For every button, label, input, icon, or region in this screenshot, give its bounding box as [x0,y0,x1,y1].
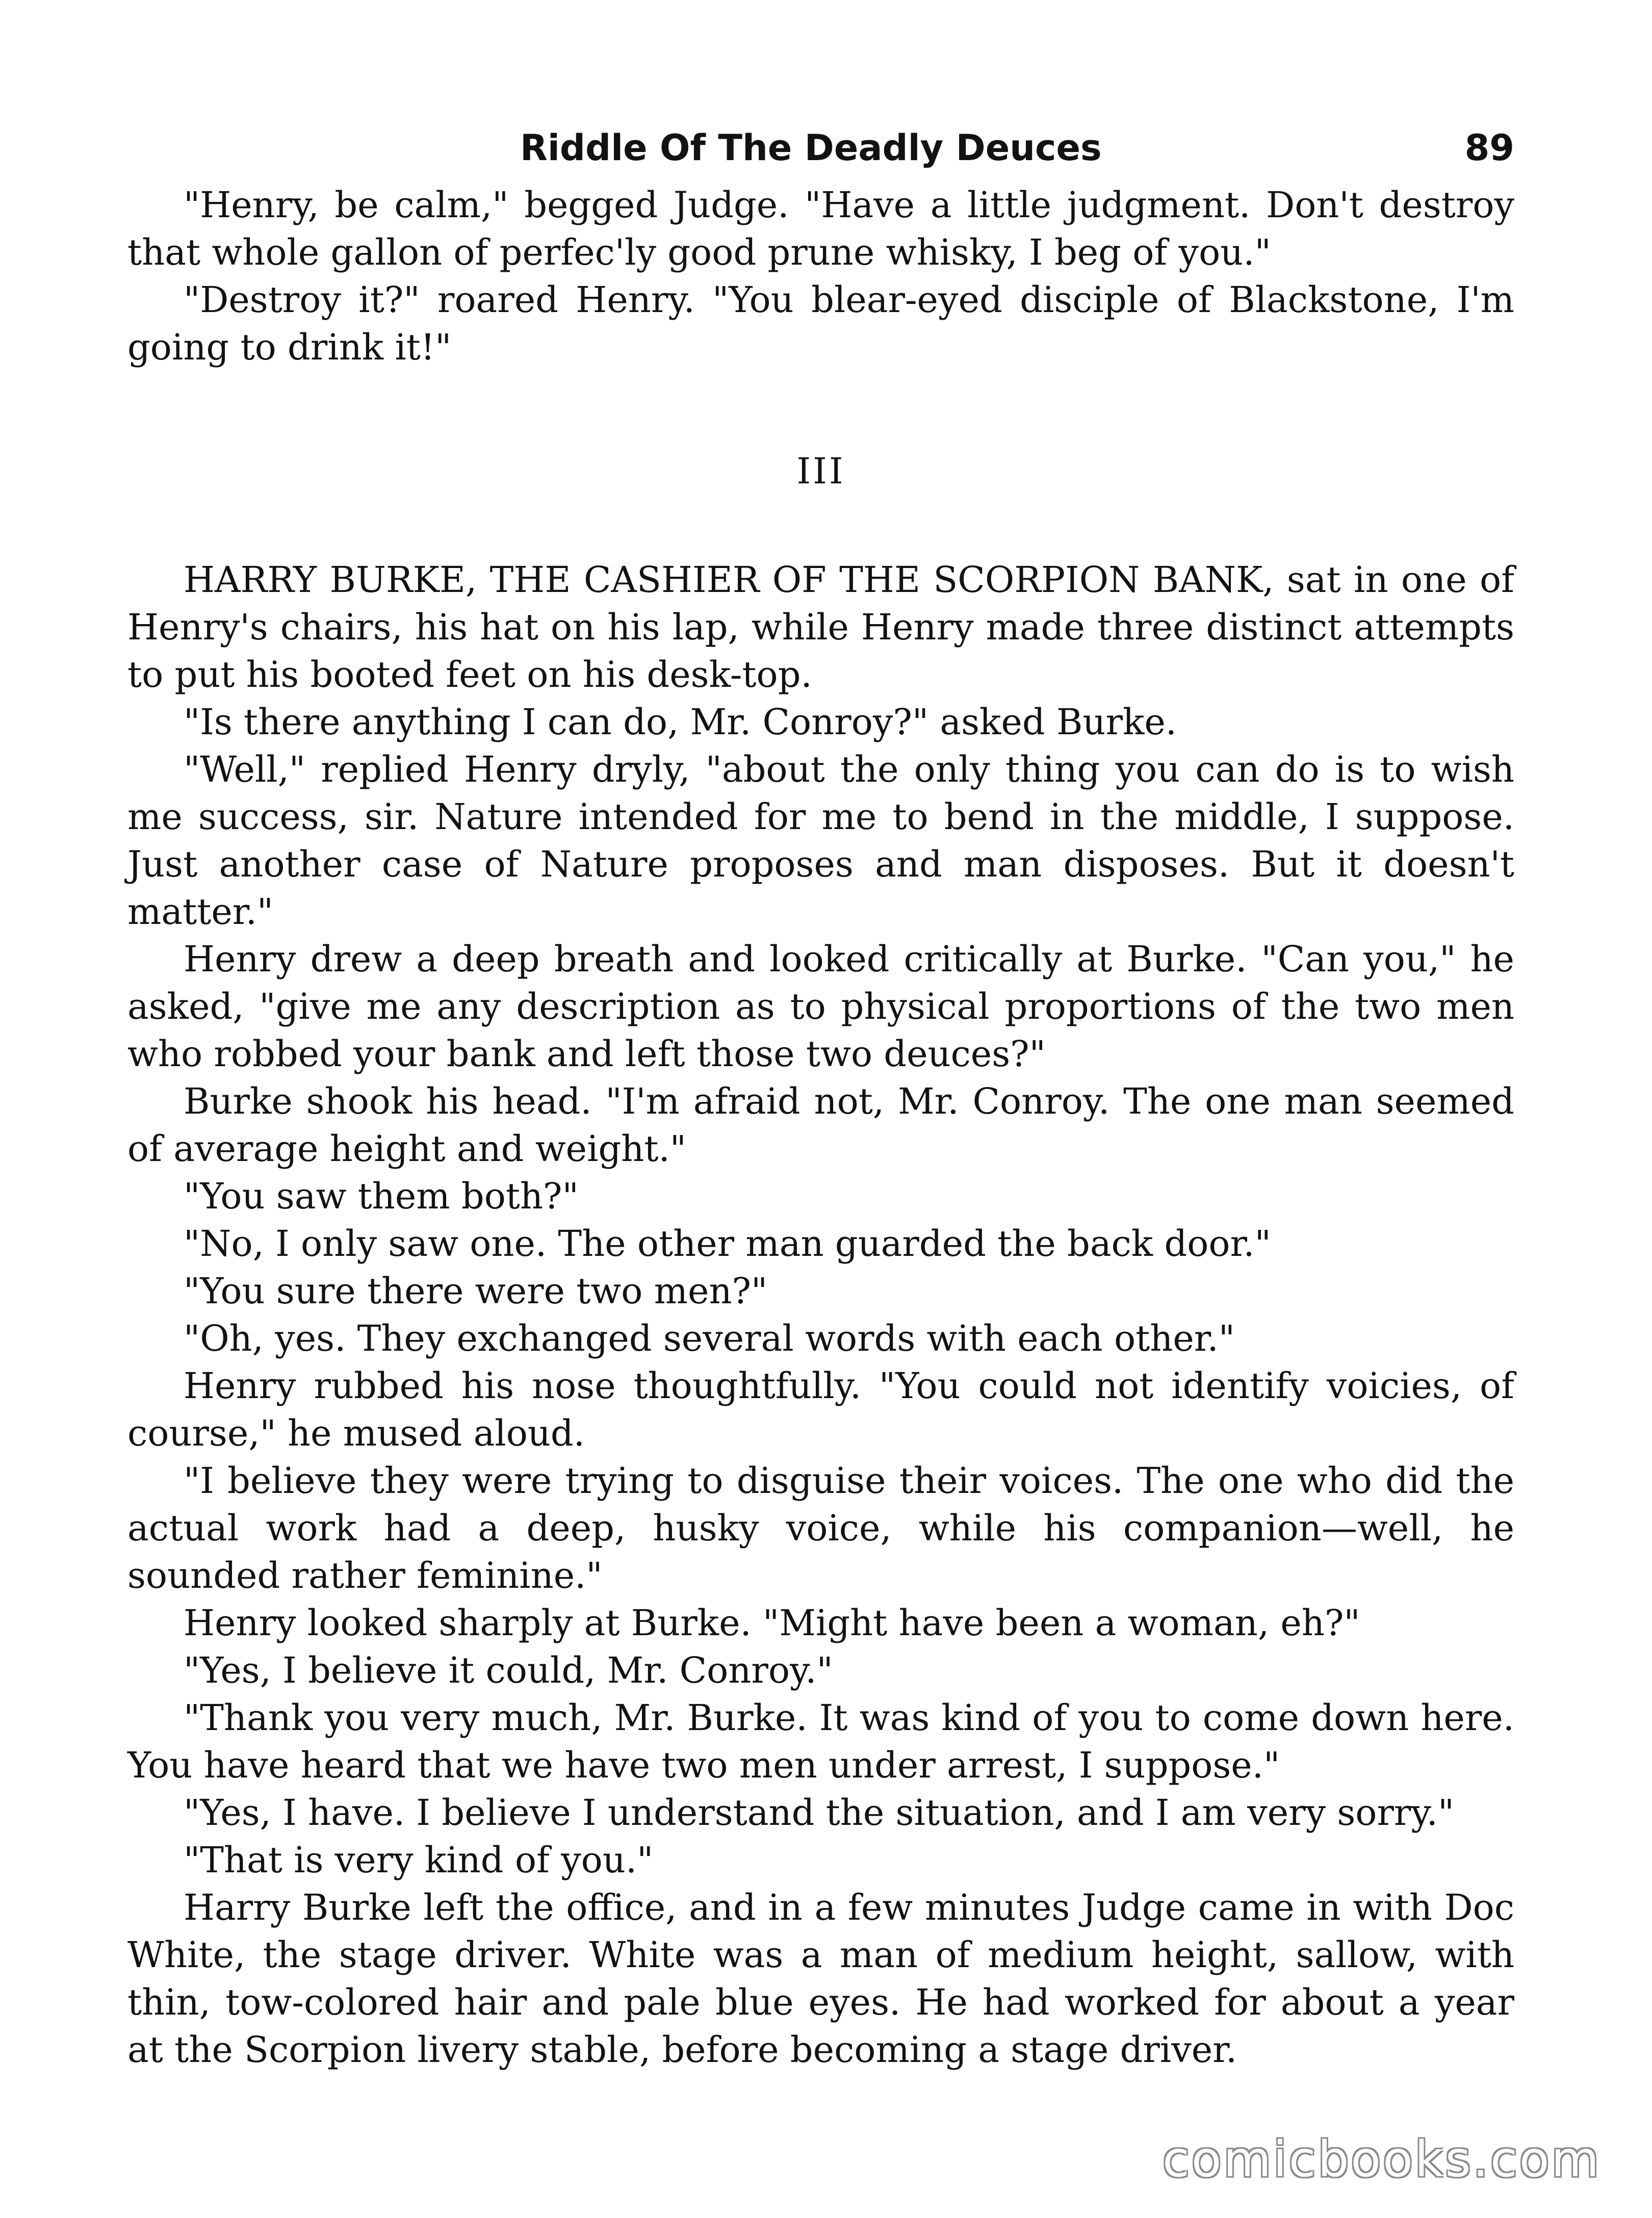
paragraph: "Thank you very much, Mr. Burke. It was kind of you to come down here. You have heard that we have two men under arrest, I suppose." [127,1697,1514,1786]
paragraph: Harry Burke left the office, and in a few minutes Judge came in with Doc White, the stage driver. White was a man of medium height, sallow, with thin, tow-colored hair and pale blue eyes. He had worked for about a year at the Scorpion livery stable, before becoming a stage driver. [127,1887,1514,2071]
body-text [127,182,1514,2074]
paragraph: Henry looked sharply at Burke. "Might have been a woman, eh?" [184,1602,1360,1644]
paragraph: "You saw them both?" [184,1175,579,1217]
paragraph: "Destroy it?" roared Henry. "You blear-eyed disciple of Blackstone, I'm going to drink it!" [127,279,1514,368]
book-page [127,117,1514,2106]
section-numeral: III [796,450,845,492]
paragraph: "Oh, yes. They exchanged several words with each other." [184,1318,1235,1359]
paragraph: Burke shook his head. "I'm afraid not, Mr. Conroy. The one man seemed of average height and weight." [127,1080,1514,1170]
paragraph: "You sure there were two men?" [184,1270,768,1312]
page-number: 89 [1464,127,1514,169]
paragraph: "Is there anything I can do, Mr. Conroy?" asked Burke. [184,701,1177,743]
running-title: Riddle Of The Deadly Deuces [520,127,1102,169]
paragraph: "Yes, I have. I believe I understand the situation, and I am very sorry." [184,1792,1455,1834]
running-head [127,117,1514,178]
watermark: comicbooks.com [1162,2131,1601,2188]
paragraph: Henry rubbed his nose thoughtfully. "You could not identify voicies, of course," he mused aloud. [127,1365,1514,1454]
paragraph: "I believe they were trying to disguise their voices. The one who did the actual work had a deep, husky voice, while his companion—well, he sounded rather feminine." [127,1460,1514,1596]
paragraph: "Well," replied Henry dryly, "about the only thing you can do is to wish me success, sir. Nature intended for me to bend in the middle, I suppose. Just another case of Nature proposes and man disposes. But it doesn't matter." [127,749,1514,933]
paragraph: "No, I only saw one. The other man guarded the back door." [184,1223,1271,1265]
paragraph: HARRY BURKE, THE CASHIER OF THE SCORPION BANK, sat in one of Henry's chairs, his hat on his lap, while Henry made three distinct attempts to put his booted feet on his desk-top. [127,559,1514,695]
paragraph: "Henry, be calm," begged Judge. "Have a little judgment. Don't destroy that whole gallon of perfec'ly good prune whisky, I beg of you." [127,184,1514,273]
paragraph: Henry drew a deep breath and looked critically at Burke. "Can you," he asked, "give me any description as to physical proportions of the two men who robbed your bank and left those two deuces?" [127,938,1514,1075]
paragraph: "Yes, I believe it could, Mr. Conroy." [184,1649,833,1691]
paragraph: "That is very kind of you." [184,1839,654,1881]
